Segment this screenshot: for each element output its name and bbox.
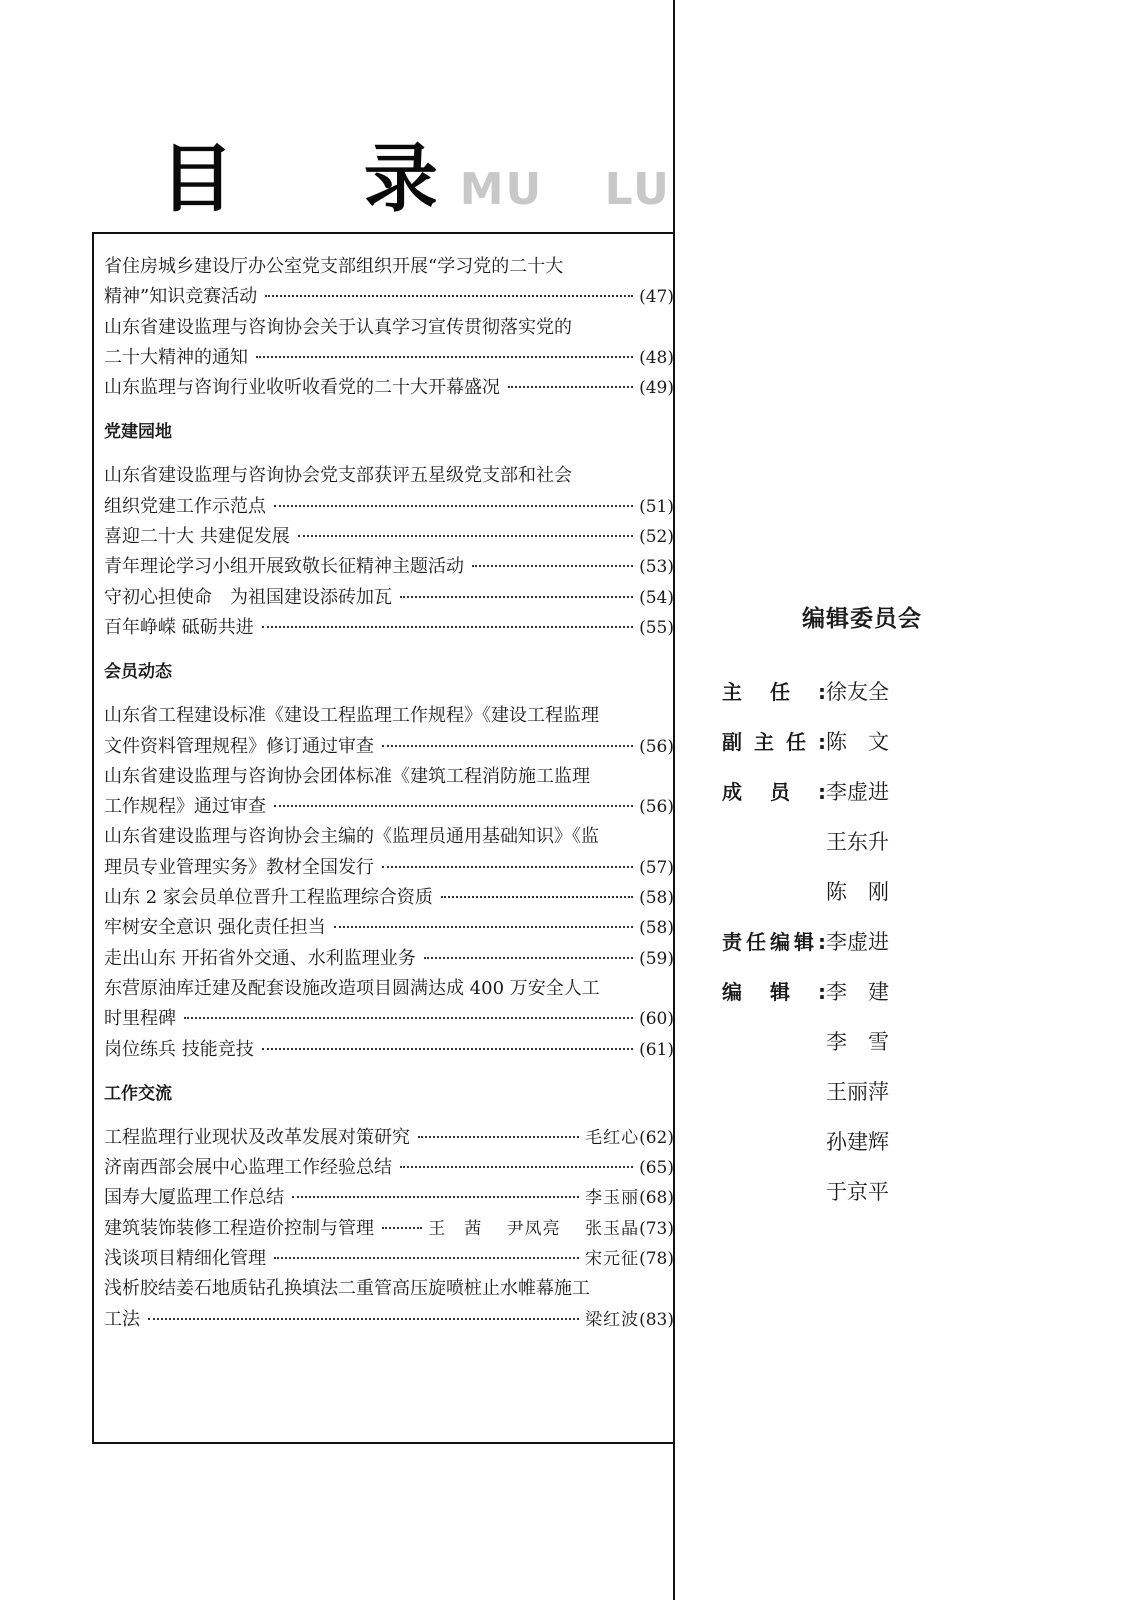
- section-heading: 会员动态: [104, 662, 172, 683]
- toc-entry[interactable]: [104, 974, 674, 1035]
- board-member-name: 于京平: [826, 1180, 889, 1204]
- toc-entry[interactable]: [104, 1183, 674, 1213]
- dot-leader: [441, 896, 633, 898]
- dot-leader: [334, 926, 633, 928]
- page-number: (53): [639, 557, 674, 578]
- dot-leader: [472, 565, 633, 567]
- section-heading: 工作交流: [104, 1083, 172, 1104]
- entry-title: 牢树安全意识 强化责任担当: [104, 917, 326, 939]
- dot-leader: [424, 957, 633, 959]
- entry-title: 精神”知识竞赛活动: [104, 286, 258, 308]
- dot-leader: [256, 356, 633, 358]
- dot-leader: [508, 386, 633, 388]
- toc-entry[interactable]: [104, 1214, 674, 1244]
- dot-leader: [382, 1227, 422, 1229]
- board-role: 主任:: [722, 680, 826, 704]
- toc-section: [104, 252, 674, 403]
- board-member-name: 王东升: [826, 830, 889, 854]
- board-role: 成员:: [722, 780, 826, 804]
- toc-entry[interactable]: [104, 1274, 674, 1335]
- toc-section: [104, 1079, 674, 1335]
- entry-title-line: 山东省建设监理与咨询协会关于认真学习宣传贯彻落实党的: [104, 316, 572, 338]
- entry-title-line: 山东省建设监理与咨询协会党支部获评五星级党支部和社会: [104, 465, 572, 487]
- page-number: (65): [639, 1158, 674, 1179]
- board-row: [722, 967, 1022, 1217]
- entry-title: 理员专业管理实务》教材全国发行: [104, 856, 374, 878]
- page-number: (68): [639, 1188, 674, 1209]
- toc-entry[interactable]: [104, 313, 674, 374]
- page-number: (58): [639, 918, 674, 939]
- editorial-board-title: 编辑委员会: [802, 606, 922, 632]
- entry-title: 工作规程》通过审查: [104, 796, 266, 818]
- page-number: (60): [639, 1009, 674, 1030]
- editorial-board: [722, 600, 1022, 1217]
- toc-section: [104, 417, 674, 643]
- entry-title: 国寿大厦监理工作总结: [104, 1187, 284, 1209]
- page-title: [160, 130, 671, 220]
- entry-title: 济南西部会展中心监理工作经验总结: [104, 1157, 392, 1179]
- page-number: (57): [639, 857, 674, 878]
- dot-leader: [418, 1136, 579, 1138]
- entry-title: 山东 2 家会员单位晋升工程监理综合资质: [104, 887, 433, 909]
- entry-title-line: 山东省建设监理与咨询协会团体标准《建筑工程消防施工监理: [104, 765, 590, 787]
- entry-title: 百年峥嵘 砥砺共进: [104, 616, 254, 638]
- section-heading: 党建园地: [104, 422, 172, 443]
- page-number: (61): [639, 1039, 674, 1060]
- page-number: (56): [639, 797, 674, 818]
- toc-section: [104, 657, 674, 1065]
- toc-entry[interactable]: [104, 913, 674, 943]
- page-number: (78): [639, 1249, 674, 1270]
- board-member-name: 陈 文: [826, 730, 889, 754]
- entry-title-line: 东营原油库迁建及配套设施改造项目圆满达成 400 万安全人工: [104, 977, 600, 999]
- dot-leader: [184, 1017, 633, 1019]
- toc-entry[interactable]: [104, 1244, 674, 1274]
- dot-leader: [298, 535, 633, 537]
- board-role: 编辑:: [722, 980, 826, 1004]
- dot-leader: [274, 1257, 579, 1259]
- entry-title: 山东监理与咨询行业收听收看党的二十大开幕盛况: [104, 377, 500, 399]
- page-number: (73): [639, 1218, 674, 1239]
- board-row: [722, 767, 1022, 917]
- entry-title-line: 山东省工程建设标准《建设工程监理工作规程》《建设工程监理: [104, 705, 599, 727]
- page-number: (58): [639, 888, 674, 909]
- entry-title: 组织党建工作示范点: [104, 495, 266, 517]
- dot-leader: [265, 295, 633, 297]
- dot-leader: [292, 1196, 579, 1198]
- entry-title: 工法: [104, 1308, 140, 1330]
- entry-title: 青年理论学习小组开展致敬长征精神主题活动: [104, 556, 464, 578]
- entry-title-line: 省住房城乡建设厅办公室党支部组织开展“学习党的二十大: [104, 256, 564, 277]
- page-number: (83): [639, 1309, 674, 1330]
- board-row: [722, 667, 1022, 717]
- board-member-name: 王丽萍: [826, 1080, 889, 1104]
- toc-entry[interactable]: [104, 883, 674, 913]
- board-member-name: 孙建辉: [826, 1130, 889, 1154]
- dot-leader: [148, 1318, 579, 1320]
- page-number: (59): [639, 948, 674, 969]
- page-number: (54): [639, 587, 674, 608]
- toc-entry[interactable]: [104, 461, 674, 522]
- page-number: (51): [639, 496, 674, 517]
- dot-leader: [262, 1048, 633, 1050]
- toc-entry[interactable]: [104, 1153, 674, 1183]
- title-chinese: 目 录: [160, 136, 490, 222]
- dot-leader: [400, 1166, 633, 1168]
- dot-leader: [274, 805, 633, 807]
- page-number: (48): [639, 347, 674, 368]
- entry-author: 李玉丽: [585, 1188, 640, 1209]
- dot-leader: [274, 505, 633, 507]
- toc-entry[interactable]: [104, 252, 674, 313]
- entry-title: 走出山东 开拓省外交通、水利监理业务: [104, 947, 416, 969]
- page-number: (49): [639, 378, 674, 399]
- entry-title: 喜迎二十大 共建促发展: [104, 526, 290, 548]
- entry-author: 毛红心: [585, 1127, 640, 1148]
- toc-entry[interactable]: [104, 552, 674, 582]
- entry-author: 王 茜 尹凤亮 张玉晶: [428, 1218, 640, 1239]
- dot-leader: [382, 745, 633, 747]
- board-role: 副主任:: [722, 730, 826, 754]
- entry-title: 工程监理行业现状及改革发展对策研究: [104, 1126, 410, 1148]
- entry-author: 宋元征: [585, 1249, 640, 1270]
- table-of-contents: [104, 252, 674, 1349]
- toc-entry[interactable]: [104, 583, 674, 613]
- page-number: (47): [639, 287, 674, 308]
- toc-entry[interactable]: [104, 1123, 674, 1153]
- entry-title: 时里程碑: [104, 1008, 176, 1030]
- board-member-name: 李 雪: [826, 1030, 889, 1054]
- toc-entry[interactable]: [104, 701, 674, 762]
- entry-title: 浅谈项目精细化管理: [104, 1248, 266, 1270]
- entry-title: 文件资料管理规程》修订通过审查: [104, 735, 374, 757]
- entry-title: 二十大精神的通知: [104, 346, 248, 368]
- toc-entry[interactable]: [104, 613, 674, 643]
- entry-title: 岗位练兵 技能竞技: [104, 1038, 254, 1060]
- toc-entry[interactable]: [104, 944, 674, 974]
- board-member-name: 李虚进: [826, 930, 889, 954]
- board-member-name: 李虚进: [826, 780, 889, 804]
- board-member-name: 徐友全: [826, 680, 889, 704]
- page-number: (52): [639, 527, 674, 548]
- entry-author: 梁红波: [585, 1309, 640, 1330]
- page-number: (56): [639, 736, 674, 757]
- dot-leader: [262, 626, 633, 628]
- dot-leader: [382, 866, 633, 868]
- board-row: [722, 717, 1022, 767]
- board-role: 责任编辑:: [722, 930, 826, 954]
- page-number: (62): [639, 1127, 674, 1148]
- board-member-name: 李 建: [826, 980, 889, 1004]
- board-member-name: 陈 刚: [826, 880, 889, 904]
- dot-leader: [400, 596, 633, 598]
- entry-title: 守初心担使命 为祖国建设添砖加瓦: [104, 586, 392, 608]
- title-pinyin: MU LU: [459, 164, 671, 215]
- entry-title-line: 山东省建设监理与咨询协会主编的《监理员通用基础知识》《监: [104, 826, 599, 848]
- board-row: [722, 917, 1022, 967]
- entry-title-line: 浅析胶结姜石地质钻孔换填法二重管高压旋喷桩止水帷幕施工: [104, 1278, 590, 1300]
- toc-entry[interactable]: [104, 822, 674, 883]
- toc-entry[interactable]: [104, 1035, 674, 1065]
- toc-entry[interactable]: [104, 762, 674, 823]
- entry-title: 建筑装饰装修工程造价控制与管理: [104, 1217, 374, 1239]
- page-number: (55): [639, 617, 674, 638]
- toc-entry[interactable]: [104, 522, 674, 552]
- toc-entry[interactable]: [104, 373, 674, 403]
- editorial-board-list: [722, 667, 1022, 1217]
